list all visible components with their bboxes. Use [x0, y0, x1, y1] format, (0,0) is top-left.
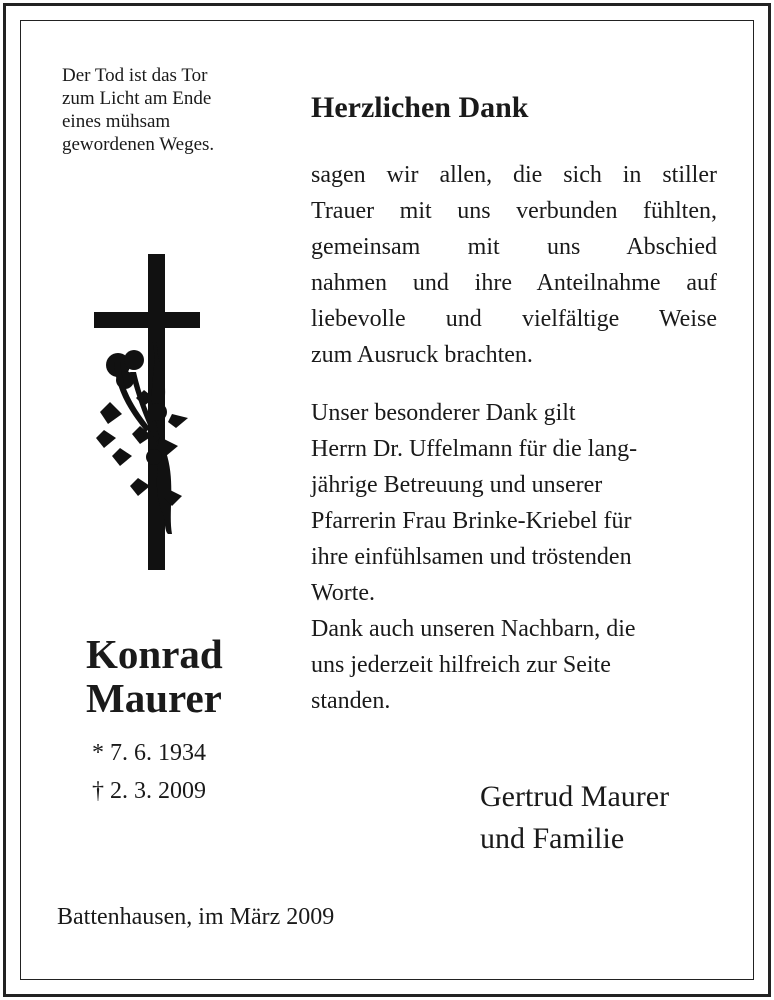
signature-block — [480, 776, 669, 860]
motto-line: zum Licht am Ende — [62, 88, 212, 109]
signature-line: und Familie — [480, 822, 625, 855]
notice-heading: Herzlichen Dank — [311, 91, 529, 124]
text-line: gemeinsam mit uns Abschied — [311, 234, 717, 260]
deceased-name — [86, 632, 256, 720]
death-date: † 2. 3. 2009 — [92, 778, 206, 804]
text-line: uns jederzeit hilfreich zur Seite — [311, 652, 611, 678]
text-line: Unser besonderer Dank gilt — [311, 400, 576, 426]
text-line: liebevolle und vielfältige Weise — [311, 306, 717, 332]
motto-line: eines mühsam — [62, 111, 171, 132]
text-line: jährige Betreuung und unserer — [311, 472, 603, 498]
motto-line: gewordenen Weges. — [62, 134, 215, 155]
text-line: zum Ausruck brachten. — [311, 342, 533, 368]
deceased-first-name: Konrad — [86, 631, 223, 677]
text-line: standen. — [311, 688, 391, 714]
signature-line: Gertrud Maurer — [480, 780, 670, 813]
birth-date: * 7. 6. 1934 — [92, 740, 206, 766]
thanks-paragraph — [311, 157, 717, 373]
cross-with-rose-icon — [90, 252, 200, 579]
text-line: ihre einfühlsamen und tröstenden — [311, 544, 632, 570]
text-line: nahmen und ihre Anteilnahme auf — [311, 270, 717, 296]
motto-verse — [62, 64, 262, 156]
special-thanks-paragraph — [311, 395, 717, 719]
deceased-last-name: Maurer — [86, 675, 222, 721]
text-line: Worte. — [311, 580, 376, 606]
text-line: Pfarrerin Frau Brinke-Kriebel für — [311, 508, 632, 534]
text-line: Trauer mit uns verbunden fühlten, — [311, 198, 717, 224]
motto-line: Der Tod ist das Tor — [62, 65, 208, 86]
life-dates — [92, 734, 206, 810]
text-line: Dank auch unseren Nachbarn, die — [311, 616, 636, 642]
text-line: sagen wir allen, die sich in stiller — [311, 162, 717, 188]
place-date: Battenhausen, im März 2009 — [57, 904, 335, 930]
text-line: Herrn Dr. Uffelmann für die lang- — [311, 436, 638, 462]
